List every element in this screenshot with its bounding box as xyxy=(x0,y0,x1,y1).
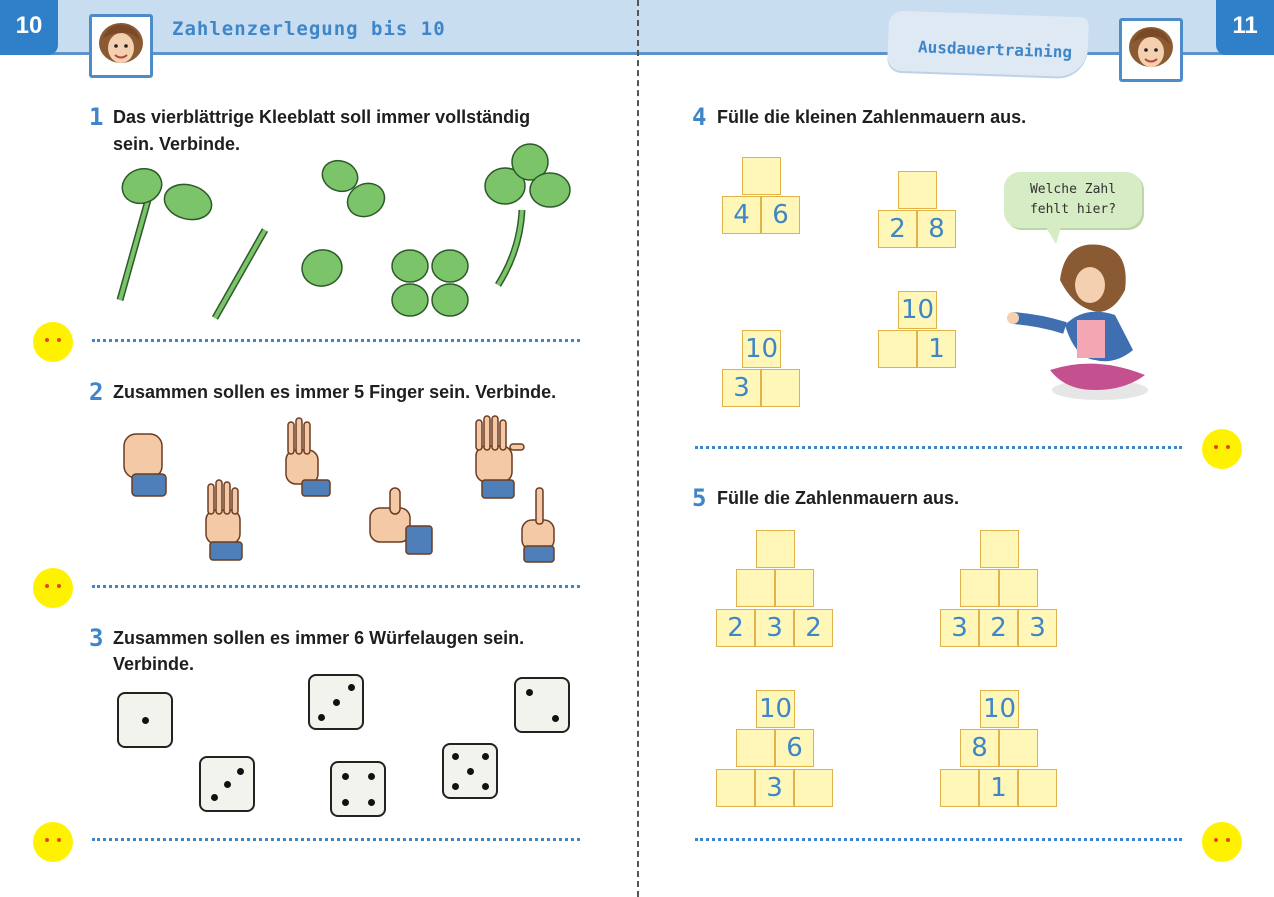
smiley-rating-1[interactable] xyxy=(33,322,73,362)
wall-cell: 3 xyxy=(722,369,761,407)
wall-cell: 2 xyxy=(979,609,1018,647)
wall-cell: 2 xyxy=(794,609,833,647)
smiley-rating-4[interactable] xyxy=(1202,429,1242,469)
task-4-number: 4 xyxy=(692,103,707,131)
die-pip xyxy=(452,783,459,790)
task-2-text: Zusammen sollen es immer 5 Finger sein. Verbinde. xyxy=(113,382,557,402)
task-3-number: 3 xyxy=(89,624,104,652)
wall-cell: 10 xyxy=(742,330,781,368)
wall-cell-input[interactable] xyxy=(898,171,937,209)
wall-cell-input[interactable] xyxy=(999,569,1038,607)
wall-cell: 10 xyxy=(898,291,937,329)
wall-cell: 4 xyxy=(722,196,761,234)
die-pip xyxy=(467,768,474,775)
die-pip xyxy=(348,684,355,691)
clover-leaf-icon xyxy=(117,163,166,209)
task-4-separator xyxy=(695,446,1182,449)
one-finger-hand-icon xyxy=(522,488,554,562)
wall-cell: 2 xyxy=(716,609,755,647)
task-3-text-line1: Zusammen sollen es immer 6 Würfelaugen sein. xyxy=(113,628,525,648)
die-4 xyxy=(199,756,255,812)
wall-cell: 1 xyxy=(917,330,956,368)
wall-cell-input[interactable] xyxy=(736,569,775,607)
fist-hand-icon xyxy=(124,434,166,496)
wall-cell-input[interactable] xyxy=(775,569,814,607)
clover-leaf-icon xyxy=(160,179,215,224)
clover-leaf-icon xyxy=(432,250,468,282)
wall-cell: 3 xyxy=(940,609,979,647)
die-pip xyxy=(224,781,231,788)
die-pip xyxy=(368,799,375,806)
die-pip xyxy=(342,799,349,806)
task-2-separator xyxy=(92,585,580,588)
die-pip xyxy=(552,715,559,722)
task-1-number: 1 xyxy=(89,103,104,131)
right-page-number: 11 xyxy=(1216,0,1274,55)
task-3-separator xyxy=(92,838,580,841)
wall-cell-input[interactable] xyxy=(980,530,1019,568)
thumbs-up-hand-icon xyxy=(370,488,432,554)
die-2 xyxy=(308,674,364,730)
banner-title: Ausdauertraining xyxy=(917,37,1073,62)
task-5-separator xyxy=(695,838,1182,841)
die-1 xyxy=(117,692,173,748)
die-pip xyxy=(526,689,533,696)
three-fingers-hand-icon xyxy=(286,418,330,496)
die-pip xyxy=(342,773,349,780)
clover-leaf-icon xyxy=(392,284,428,316)
speech-bubble-line2: fehlt hier? xyxy=(1029,202,1117,217)
wall-cell-input[interactable] xyxy=(742,157,781,195)
clover-leaf-icon xyxy=(530,173,570,207)
die-pip xyxy=(452,753,459,760)
die-pip xyxy=(211,794,218,801)
girl-face-icon xyxy=(92,17,150,75)
clover-leaf-icon xyxy=(299,247,345,289)
task-5-text: Fülle die Zahlenmauern aus. xyxy=(717,488,960,508)
wall-cell-input[interactable] xyxy=(878,330,917,368)
die-6 xyxy=(442,743,498,799)
chapter-title: Zahlenzerlegung bis 10 xyxy=(172,18,446,40)
wall-cell-input[interactable] xyxy=(736,729,775,767)
wall-cell: 8 xyxy=(917,210,956,248)
task-1-separator xyxy=(92,339,580,342)
die-5 xyxy=(330,761,386,817)
avatar-left xyxy=(89,14,153,78)
die-pip xyxy=(333,699,340,706)
wall-cell-input[interactable] xyxy=(999,729,1038,767)
wall-cell: 1 xyxy=(979,769,1018,807)
page-fold-line xyxy=(637,0,639,897)
hands xyxy=(110,410,580,570)
smiley-rating-5[interactable] xyxy=(1202,822,1242,862)
open-hand-icon xyxy=(476,416,524,498)
speech-bubble-text xyxy=(1004,180,1142,220)
wall-cell: 6 xyxy=(761,196,800,234)
smiley-rating-2[interactable] xyxy=(33,568,73,608)
task-4-text: Fülle die kleinen Zahlenmauern aus. xyxy=(717,107,1027,127)
clover-pieces xyxy=(100,140,580,325)
smiley-rating-3[interactable] xyxy=(33,822,73,862)
wall-cell: 8 xyxy=(960,729,999,767)
die-3 xyxy=(514,677,570,733)
wall-cell-input[interactable] xyxy=(960,569,999,607)
clover-leaf-icon xyxy=(392,250,428,282)
die-pip xyxy=(368,773,375,780)
die-pip xyxy=(237,768,244,775)
wall-cell: 3 xyxy=(755,609,794,647)
wall-cell: 10 xyxy=(756,690,795,728)
girl-face-icon xyxy=(1122,21,1180,79)
girl-pointing-illustration xyxy=(1005,240,1155,405)
clover-leaf-icon xyxy=(432,284,468,316)
wall-cell: 10 xyxy=(980,690,1019,728)
avatar-right xyxy=(1119,18,1183,82)
wall-cell: 2 xyxy=(878,210,917,248)
wall-cell: 6 xyxy=(775,729,814,767)
task-1-text-line2: sein. Verbinde. xyxy=(113,134,241,154)
speech-bubble-line1: Welche Zahl xyxy=(1029,182,1117,197)
die-pip xyxy=(482,753,489,760)
wall-cell: 3 xyxy=(1018,609,1057,647)
wall-cell: 3 xyxy=(755,769,794,807)
die-pip xyxy=(482,783,489,790)
wall-cell-input[interactable] xyxy=(716,769,755,807)
task-2-number: 2 xyxy=(89,378,104,406)
four-fingers-hand-icon xyxy=(206,480,242,560)
left-page-number: 10 xyxy=(0,0,58,55)
wall-cell-input[interactable] xyxy=(761,369,800,407)
wall-cell-input[interactable] xyxy=(794,769,833,807)
wall-cell-input[interactable] xyxy=(940,769,979,807)
die-pip xyxy=(142,717,149,724)
die-pip xyxy=(318,714,325,721)
task-5-number: 5 xyxy=(692,484,707,512)
task-1-text-line1: Das vierblättrige Kleeblatt soll immer vollständig xyxy=(113,107,531,127)
wall-cell-input[interactable] xyxy=(1018,769,1057,807)
task-3-text-line2: Verbinde. xyxy=(113,654,195,674)
wall-cell-input[interactable] xyxy=(756,530,795,568)
